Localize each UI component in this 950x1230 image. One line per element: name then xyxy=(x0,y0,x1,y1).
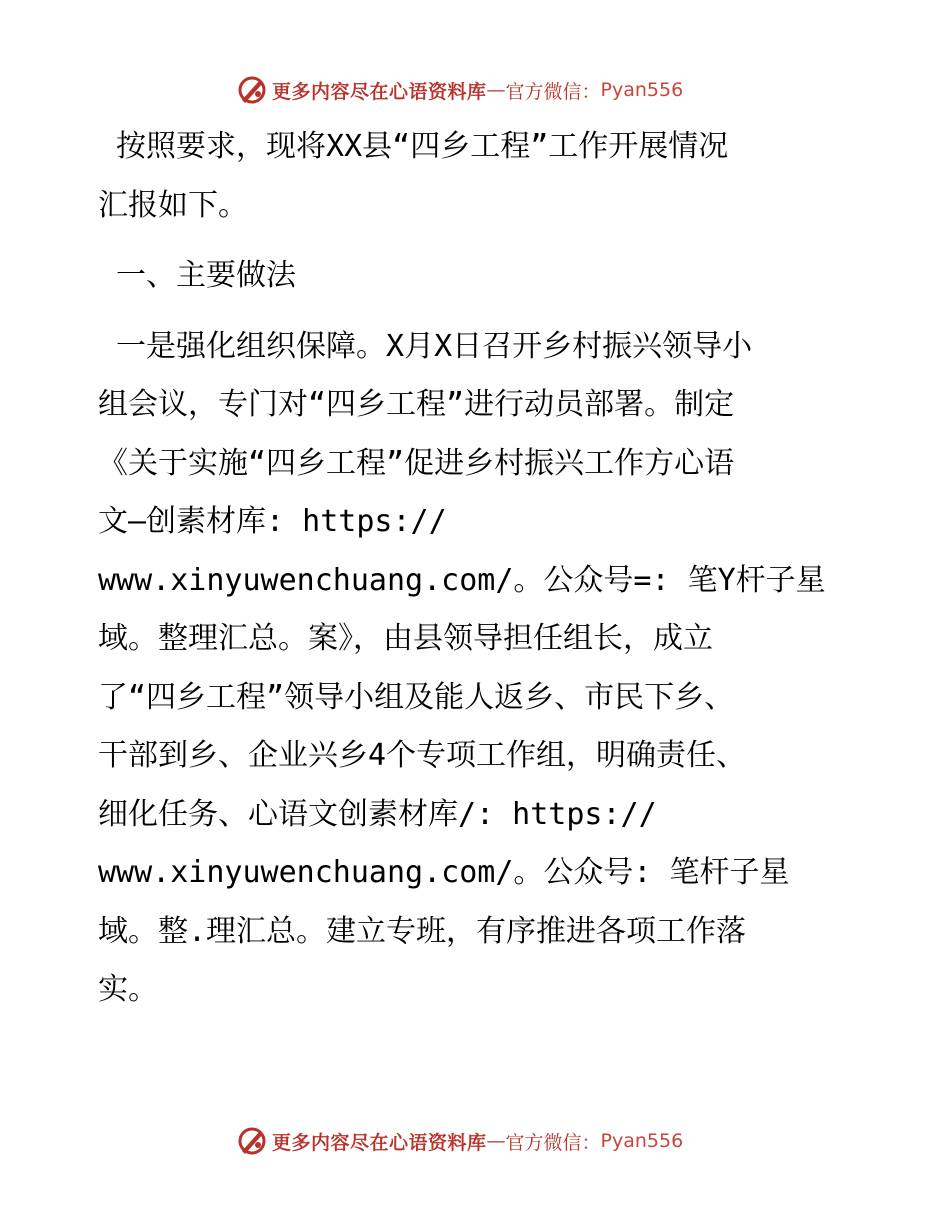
body-line: 细化任务、心语文创素材库/: https:// xyxy=(98,796,657,832)
document-body xyxy=(98,118,858,1020)
banner-wechat-id: Pyan556 xyxy=(600,1130,684,1152)
banner-wechat-label: 官方微信： xyxy=(505,80,601,103)
body-line: 了“四乡工程”领导小组及能人返乡、市民下乡、 xyxy=(98,679,735,715)
body-line: 一是强化组织保障。X月X日召开乡村振兴领导小 xyxy=(98,328,753,364)
footer-banner xyxy=(236,1124,683,1158)
body-line: 域。整理汇总。案》，由县领导担任组长，成立 xyxy=(98,621,713,656)
intro-line: 汇报如下。 xyxy=(98,187,248,223)
body-line: 组会议，专门对“四乡工程”进行动员部署。制定 xyxy=(98,387,735,422)
banner-wechat-label: 官方微信： xyxy=(505,1131,601,1154)
banner-separator: — xyxy=(486,79,506,101)
banner-text: 更多内容尽在心语资料库 xyxy=(272,80,487,103)
body-line: 实。 xyxy=(98,972,158,1007)
brush-logo-icon xyxy=(236,74,268,106)
body-line: 域。整.理汇总。建立专班，有序推进各项工作落 xyxy=(98,913,747,949)
banner-text: 更多内容尽在心语资料库 xyxy=(272,1131,487,1154)
banner-wechat-id: Pyan556 xyxy=(600,79,684,101)
body-line: www.xinyuwenchuang.com/。公众号=: 笔Y杆子星 xyxy=(98,562,826,598)
intro-line: 按照要求，现将XX县“四乡工程”工作开展情况 xyxy=(98,129,729,164)
body-line: 干部到乡、企业兴乡4个专项工作组，明确责任、 xyxy=(98,738,747,773)
body-line: 文—创素材库: https:// xyxy=(98,504,447,539)
banner-separator: — xyxy=(486,1130,506,1152)
header-banner xyxy=(236,73,683,107)
brush-logo-icon xyxy=(236,1125,268,1157)
body-line: 《关于实施“四乡工程”促进乡村振兴工作方心语 xyxy=(98,445,735,481)
section-heading: 一、主要做法 xyxy=(98,258,297,293)
body-line: www.xinyuwenchuang.com/。公众号: 笔杆子星 xyxy=(98,855,790,890)
